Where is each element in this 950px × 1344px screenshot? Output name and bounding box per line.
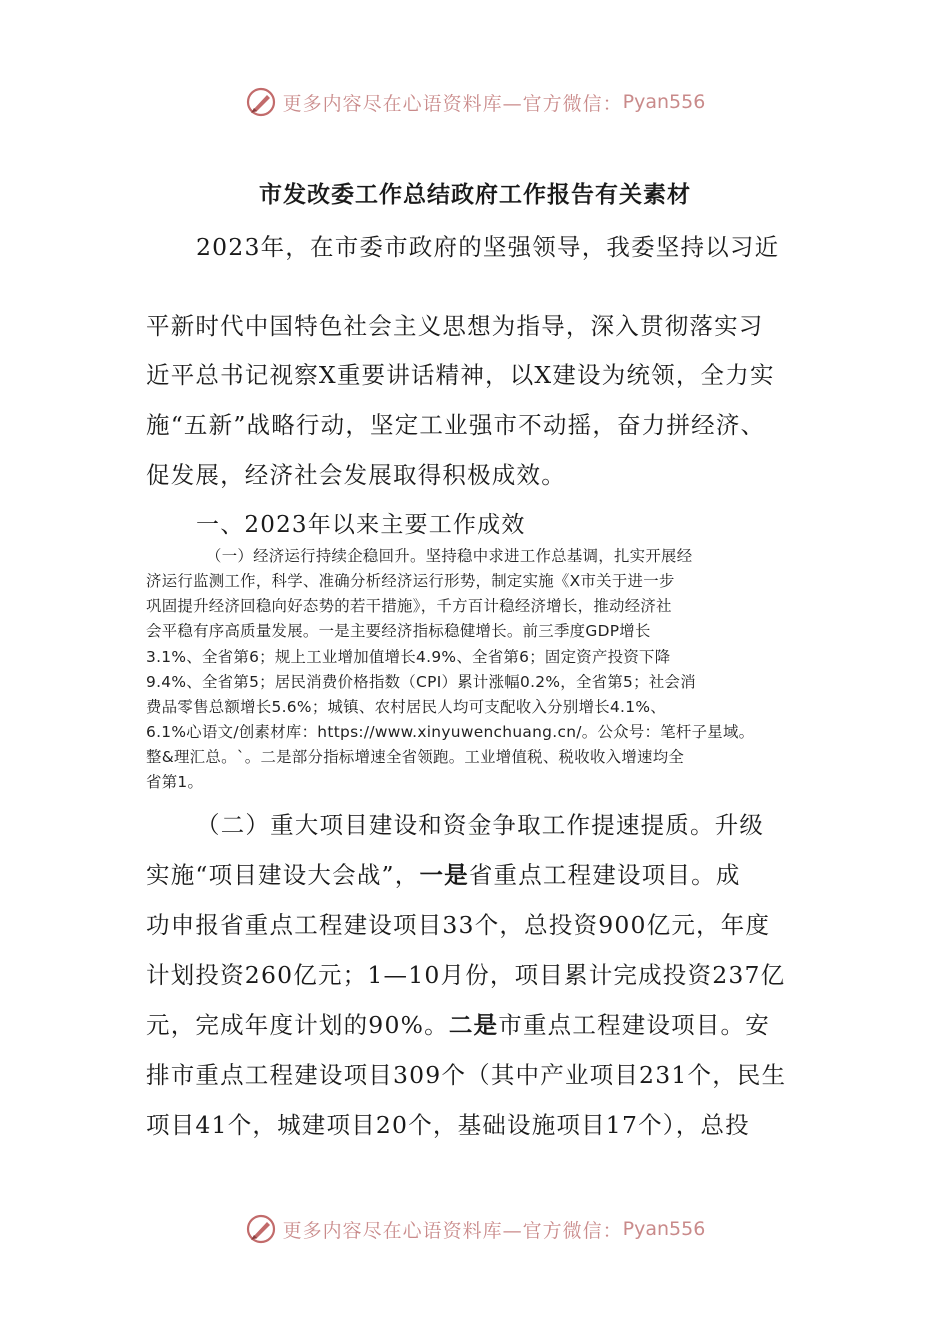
watermark-brand: Pyan556 [622, 1218, 706, 1240]
bold-marker: 一是 [419, 861, 469, 889]
small-line: 9.4%、全省第5；居民消费价格指数（CPI）累计涨幅0.2%，全省第5；社会消 [146, 673, 696, 691]
small-line: 巩固提升经济回稳向好态势的若干措施》，千方百计稳经济增长，推动经济社 [146, 597, 672, 615]
small-line: 济运行监测工作，科学、准确分析经济运行形势，制定实施《X市关于进一步 [146, 572, 675, 590]
pen-logo-icon [245, 1213, 277, 1245]
body-text: 市重点工程建设项目。安 [498, 1011, 770, 1039]
small-line: 整&理汇总。`。二是部分指标增速全省领跑。工业增值税、税收收入增速均全 [146, 748, 685, 766]
pen-logo-icon [245, 86, 277, 118]
document-title: 市发改委工作总结政府工作报告有关素材 [259, 181, 691, 208]
body-line: 功申报省重点工程建设项目33个，总投资900亿元，年度 [146, 911, 771, 939]
body-line [146, 1006, 770, 1040]
body-text: 省重点工程建设项目。成 [468, 861, 741, 889]
watermark-text: 更多内容尽在心语资料库—官方微信： [282, 92, 623, 115]
watermark-brand: Pyan556 [622, 91, 706, 113]
section-heading: 一、2023年以来主要工作成效 [196, 512, 526, 538]
watermark-banner-top [0, 86, 950, 118]
intro-line: 施“五新”战略行动，坚定工业强市不动摇，奋力拼经济、 [146, 411, 766, 439]
watermark-text: 更多内容尽在心语资料库—官方微信： [282, 1219, 623, 1242]
body-line [146, 856, 741, 890]
body-line: （二）重大项目建设和资金争取工作提速提质。升级 [196, 811, 765, 839]
small-line: 3.1%、全省第6；规上工业增加值增长4.9%、全省第6；固定资产投资下降 [146, 648, 671, 666]
body-line: 计划投资260亿元；1—10月份，项目累计完成投资237亿 [146, 961, 786, 989]
intro-line: 2023年，在市委市政府的坚强领导，我委坚持以习近 [196, 233, 780, 261]
body-text: 实施“项目建设大会战”， [146, 861, 420, 889]
small-line: 6.1%心语文/创素材库：https://www.xinyuwenchuang.cn/。公众号：笔杆子星域。 [146, 723, 755, 741]
body-line: 项目41个，城建项目20个，基础设施项目17个），总投 [146, 1111, 750, 1139]
body-text: 元，完成年度计划的90%。 [146, 1011, 449, 1039]
intro-line: 平新时代中国特色社会主义思想为指导，深入贯彻落实习 [146, 312, 764, 340]
small-line: 会平稳有序高质量发展。一是主要经济指标稳健增长。前三季度GDP增长 [146, 622, 651, 640]
intro-line: 近平总书记视察X重要讲话精神，以X建设为统领，全力实 [146, 361, 775, 389]
small-line: 省第1。 [146, 773, 204, 791]
bold-marker: 二是 [448, 1011, 499, 1039]
small-line: 费品零售总额增长5.6%；城镇、农村居民人均可支配收入分别增长4.1%、 [146, 698, 666, 716]
intro-line: 促发展，经济社会发展取得积极成效。 [146, 461, 566, 489]
small-line: （一）经济运行持续企稳回升。坚持稳中求进工作总基调，扎实开展经 [206, 547, 693, 565]
watermark-banner-bottom [0, 1213, 950, 1245]
body-line: 排市重点工程建设项目309个（其中产业项目231个，民生 [146, 1061, 787, 1089]
